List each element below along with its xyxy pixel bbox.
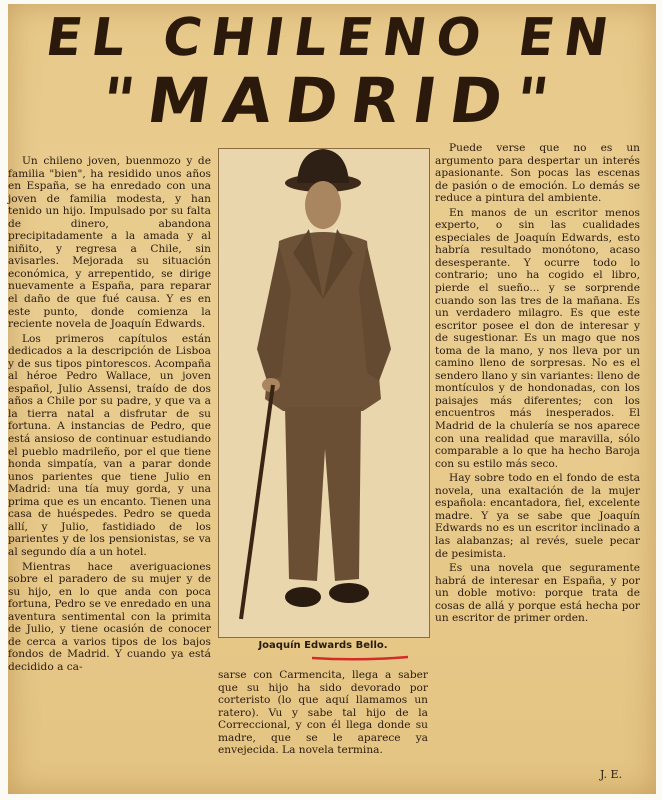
paragraph: En manos de un escritor menos experto, o sin las cualidades especiales de Joaquín Edwards, esto habría resultado monótono, acaso desesperante. Y ocurre todo lo contrario; uno ha cogido el libro, pierde el sueño... y se sorprende cuando son las tres de la mañana. Es un verdadero milagro. Es que este escritor posee el don de interesar y de sugestionar. Es un mago que nos toma de la mano, y nos lleva por un camino lleno de sorpresas. No es el sendero llano y sin variantes: lleno de montículos y de hondonadas, con los paisajes más diferentes; con los encuentros más inesperados. El Madrid de la chulería se nos aparece con una realidad que maravilla, sólo comparable a lo que ha hecho Baroja con su estilo más seco. — [435, 206, 640, 470]
right-shoe — [329, 583, 369, 603]
article-center-bottom-column — [218, 669, 428, 759]
paragraph: Puede verse que no es un argumento para despertar un interés apasionante. Son pocas las escenas de pasión o de emoción. Lo demás se reduce a pintura del ambiente. — [435, 142, 640, 205]
caption-first-name: Joaquín — [258, 640, 305, 651]
author-initials: J. E. — [600, 768, 623, 781]
left-shoe — [285, 587, 321, 607]
paragraph: Los primeros capítulos están dedicados a la descripción de Lisboa y de sus tipos pintorescos. Acompaña al héroe Pedro Wallace, un joven español, Julio Assensi, traído de dos años a Chile por su padre, y que va a la tierra natal a disfrutar de su fortuna. A instancias de Pedro, que está ansioso de continuar estudiando el pueblo madrileño, por el que tiene honda simpatía, van a parar donde unos parientes que tiene Julio en Madrid: una tía muy gorda, y una prima que es un encanto. Tienen una casa de huéspedes. Pedro se queda allí, y Julio, fastidiado de los parientes y de los pensionistas, se va al segundo día a un hotel. — [8, 332, 211, 558]
caption-surname: Edwards Bello. — [304, 640, 388, 651]
paragraph: Mientras hace averiguaciones sobre el paradero de su mujer y de su hijo, en lo que anda con poca fortuna, Pedro se ve enredado en una aventura sentimental con la primita de Julio, y tiene ocasión de conocer de cerca a varios tipos de los bajos fondos de Madrid. Y cuando ya está decidido a ca- — [8, 560, 211, 673]
headline-line-1: EL CHILENO EN — [42, 8, 622, 68]
man-portrait-illustration — [219, 149, 429, 637]
paragraph: sarse con Carmencita, llega a saber que su hijo ha sido devorado por corteristo (lo que aquí llamamos un ratero). Vu y sabe tal hijo de la Correccional, y con él llega donde su madre, que se le aparece ya envejecida. La novela termina. — [218, 669, 428, 757]
paragraph: Un chileno joven, buenmozo y de familia "bien", ha residido unos años en España, se ha enredado con una joven de familia modesta, y han tenido un hijo. Impulsado por su falta de dinero, abandona precipitadamente a la amada y al niñito, y regresa a Chile, sin avisarles. Mejorada su situación económica, y arrepentido, se dirige nuevamente a España, para reparar el daño de que fué causa. Y es en este punto, donde comienza la reciente novela de Joaquín Edwards. — [8, 155, 211, 331]
article-right-column — [435, 142, 640, 627]
author-photo — [218, 148, 430, 638]
red-pencil-underline — [310, 655, 410, 661]
photo-caption — [218, 640, 428, 651]
paragraph: Es una novela que seguramente habrá de interesar en España, y por un doble motivo: porque trata de cosas de allá y porque está hecha por un escritor de primer orden. — [435, 562, 640, 625]
headline-line-2: "MADRID" — [96, 64, 568, 137]
paragraph: Hay sobre todo en el fondo de esta novela, una exaltación de la mujer española: encantadora, fiel, excelente madre. Y ya se sabe que Joaquín Edwards no es un escritor inclinado a las alabanzas; al revés, suele pecar de pesimista. — [435, 472, 640, 560]
article-left-column — [8, 155, 211, 675]
face — [305, 181, 341, 229]
